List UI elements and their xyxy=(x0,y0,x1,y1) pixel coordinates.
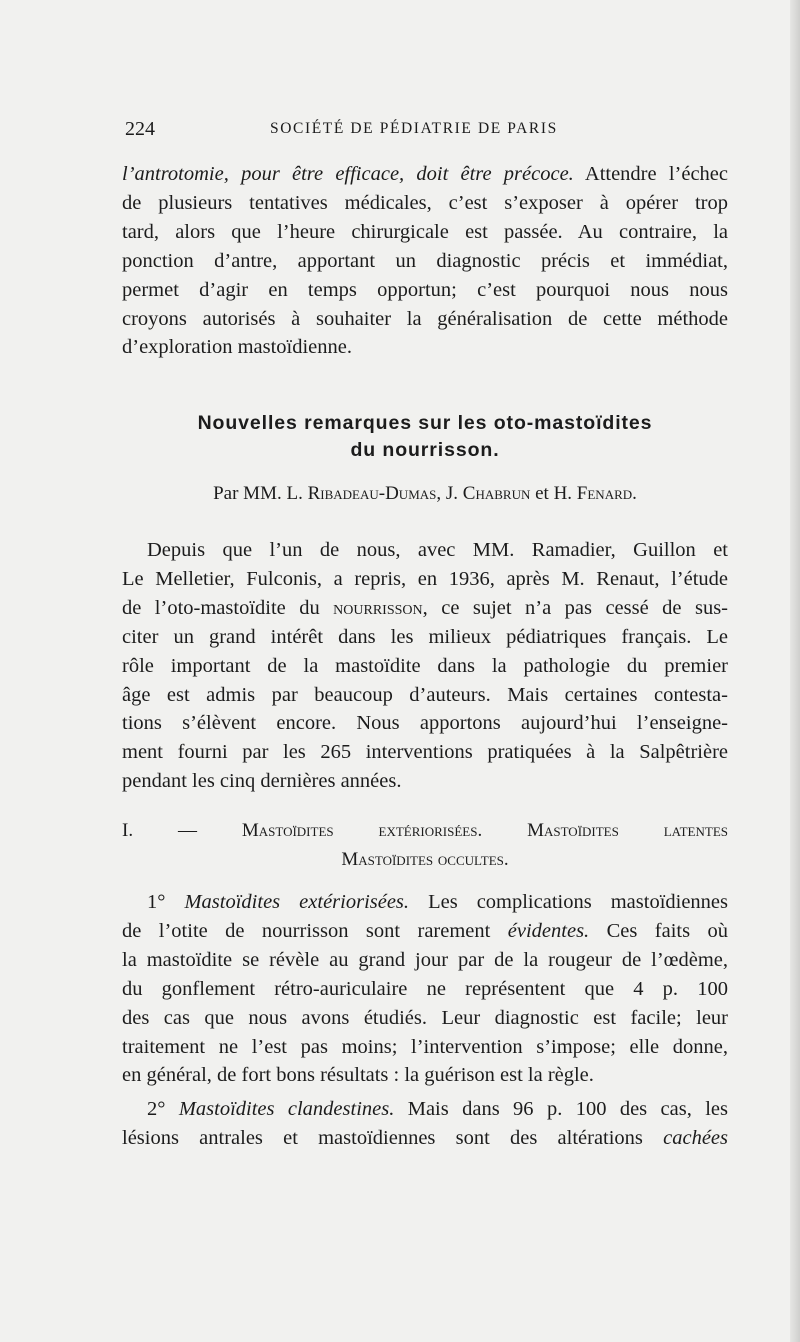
text-line: ponction d’antre, apportant un diagnostic précis et immédiat, xyxy=(122,249,728,272)
text-line: âge est admis par beaucoup d’auteurs. Mais certaines contesta- xyxy=(122,683,728,706)
text-line: 2° Mastoïdites clandestines. Mais dans 96 p. 100 des cas, les xyxy=(147,1098,728,1120)
text-line: Depuis que l’un de nous, avec MM. Ramadier, Guillon et xyxy=(147,539,728,561)
text-line: d’exploration mastoïdienne. xyxy=(122,336,352,359)
text-line: de plusieurs tentatives médicales, c’est s’exposer à opérer trop xyxy=(122,191,728,214)
author-name: Ribadeau-Dumas xyxy=(307,483,437,504)
article-title xyxy=(122,410,728,464)
page-edge-shadow xyxy=(790,0,800,1342)
running-title: SOCIÉTÉ DE PÉDIATRIE DE PARIS xyxy=(270,120,558,137)
paragraph-clandestine xyxy=(122,1095,728,1153)
text-line: tions s’élèvent encore. Nous apportons aujourd’hui l’enseigne- xyxy=(122,712,728,735)
text-line: de l’otite de nourrisson sont rarement évidentes. Ces faits où xyxy=(122,919,728,942)
article-title-line: du nourrisson. xyxy=(350,439,500,461)
text-line: traitement ne l’est pas moins; l’intervention s’impose; elle donne, xyxy=(122,1035,728,1058)
text-line: du gonflement rétro-auriculaire ne représentent que 4 p. 100 xyxy=(122,977,728,1000)
text-line: croyons autorisés à souhaiter la généralisation de cette méthode xyxy=(122,307,728,330)
running-header xyxy=(125,118,730,146)
article-title-line: Nouvelles remarques sur les oto-mastoïdites xyxy=(197,412,653,434)
text-line: rôle important de la mastoïdite dans la pathologie du premier xyxy=(122,654,728,677)
text-line: l’antrotomie, pour être efficace, doit être précoce. Attendre l’échec xyxy=(122,163,728,185)
text-line: citer un grand intérêt dans les milieux pédiatriques français. Le xyxy=(122,625,728,648)
paragraph-exteriorized xyxy=(122,888,728,1090)
text-line: Le Melletier, Fulconis, a repris, en 1936, après M. Renaut, l’étude xyxy=(122,567,728,590)
article-authors: Par MM. L. Ribadeau-Dumas, J. Chabrun et H. Fenard. xyxy=(213,483,637,504)
text-line: 1° Mastoïdites extériorisées. Les complications mastoïdiennes xyxy=(147,891,729,913)
text-line: pendant les cinq dernières années. xyxy=(122,770,402,793)
text-line: permet d’agir en temps opportun; c’est pourquoi nous nous xyxy=(122,278,728,301)
text-line: en général, de fort bons résultats : la guérison est la règle. xyxy=(122,1064,594,1087)
author-name: Fenard xyxy=(576,483,633,504)
paragraph-introduction xyxy=(122,536,728,796)
text-line: la mastoïdite se révèle au grand jour par de la rougeur de l’œdème, xyxy=(122,948,728,971)
intro-paragraph xyxy=(122,160,728,362)
author-name: Chabrun xyxy=(462,483,531,504)
text-line: tard, alors que l’heure chirurgicale est passée. Au contraire, la xyxy=(122,220,728,243)
page-number: 224 xyxy=(125,118,155,140)
section-heading xyxy=(122,816,728,874)
text-line: des cas que nous avons étudiés. Leur diagnostic est facile; leur xyxy=(122,1006,728,1029)
section-heading-line: Mastoïdites occultes. xyxy=(341,849,509,870)
text-line: lésions antrales et mastoïdiennes sont des altérations cachées xyxy=(122,1126,728,1149)
text-line: ment fourni par les 265 interventions pratiquées à la Salpêtrière xyxy=(122,741,728,764)
text-line: de l’oto-mastoïdite du nourrisson, ce sujet n’a pas cessé de sus- xyxy=(122,596,728,619)
section-heading-line: I. — Mastoïdites extériorisées. Mastoïdites latentes xyxy=(122,820,729,841)
